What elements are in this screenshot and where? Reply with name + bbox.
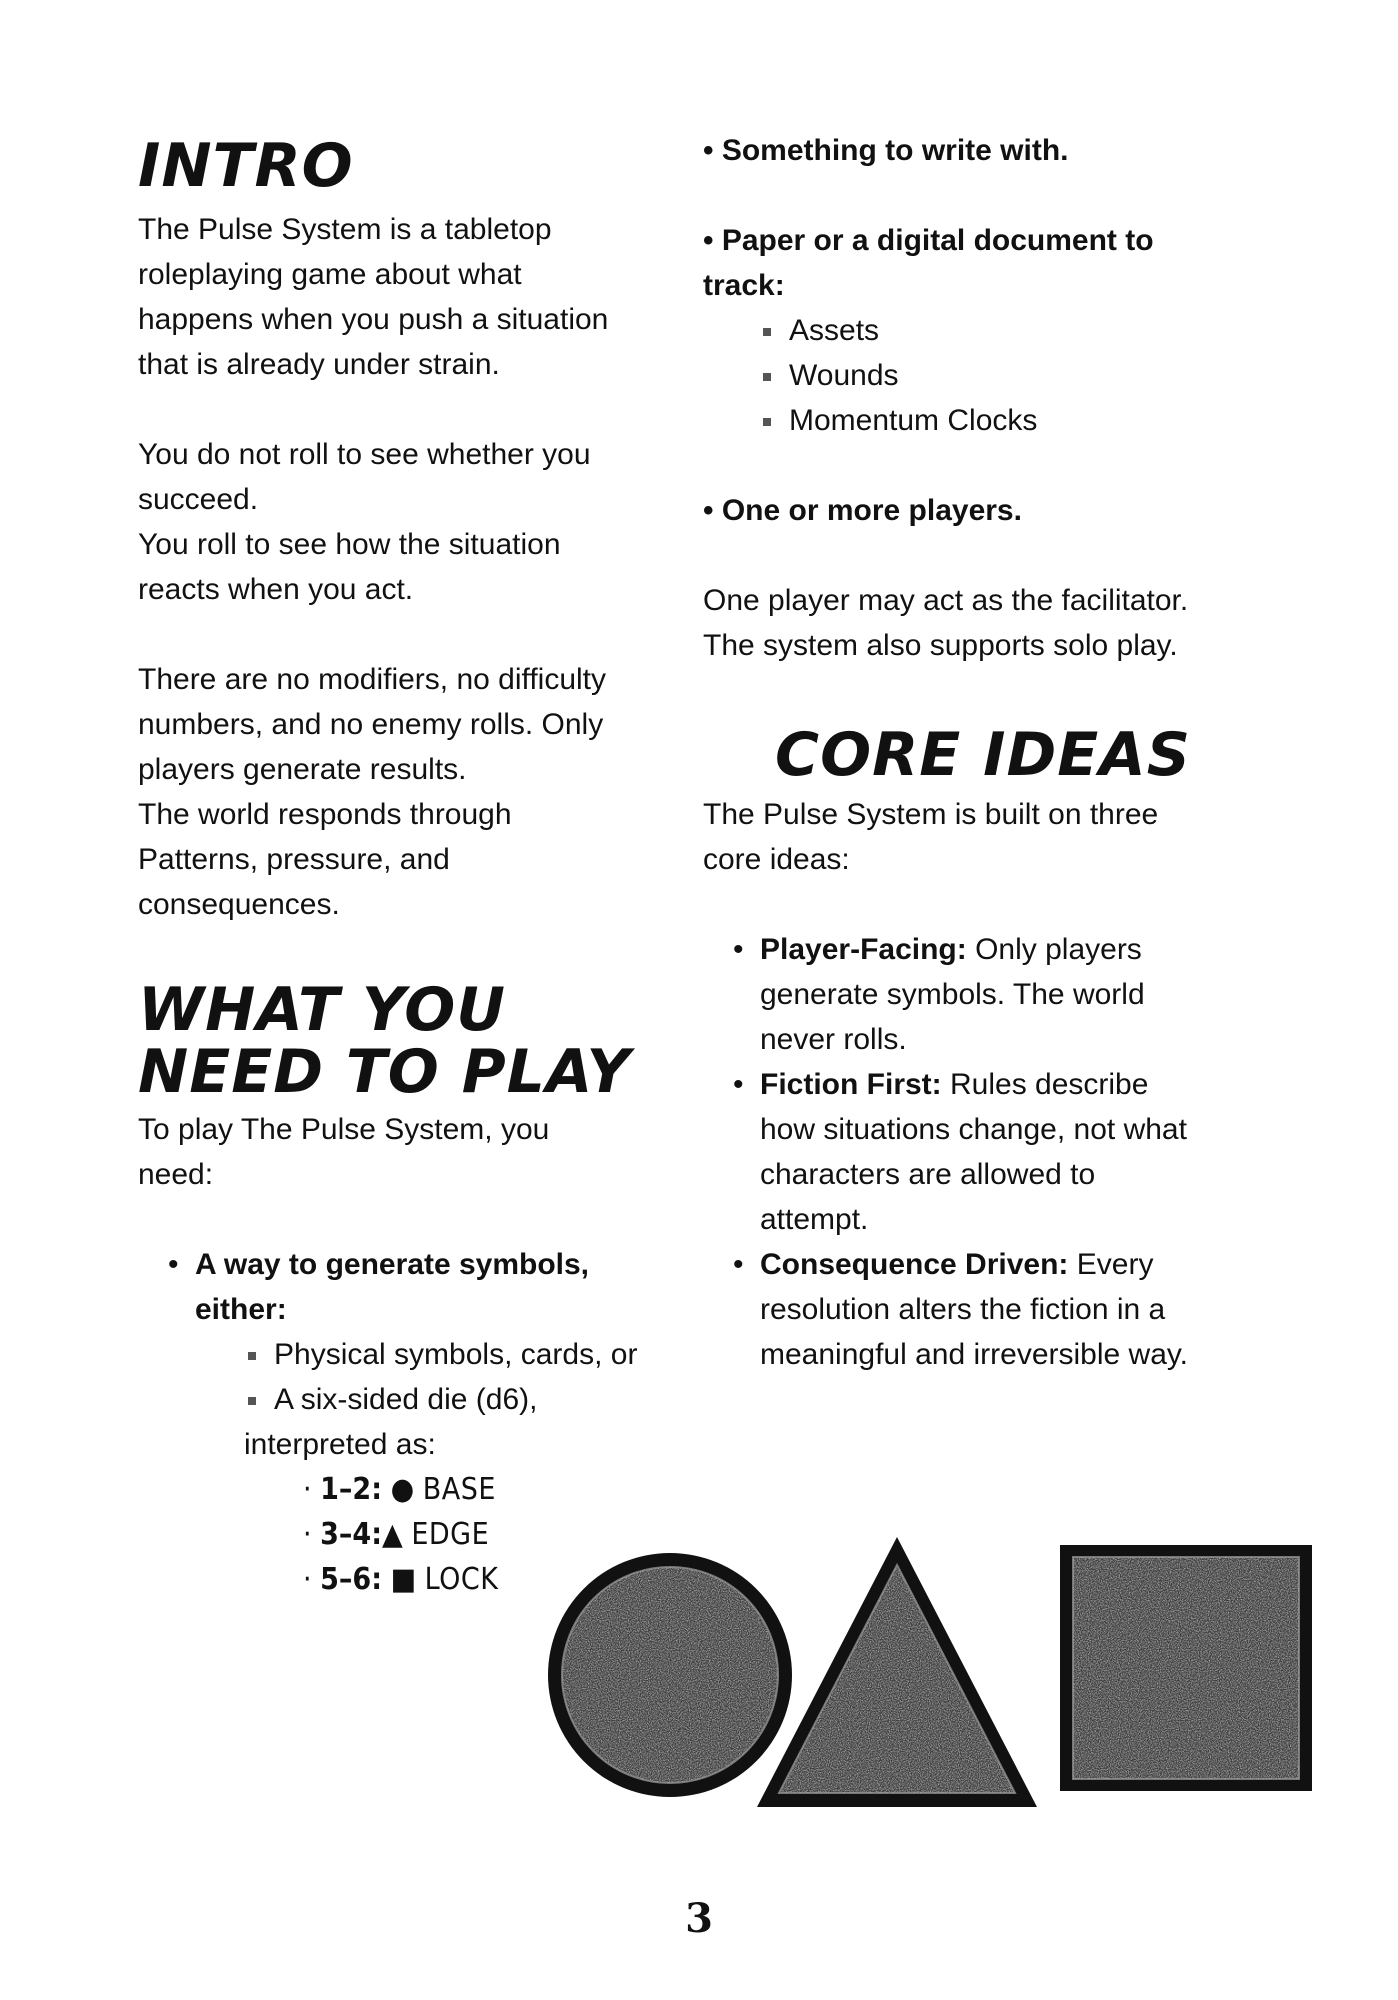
square-shape-icon — [1060, 1545, 1312, 1791]
item-paper: • Paper or a digital document to track: — [703, 224, 1154, 302]
square-bullet-icon — [248, 1352, 256, 1360]
core-idea-fiction-first: • Fiction First: Rules describe how situations change, not what characters are allowed to attempt. — [703, 1062, 1263, 1242]
item-players: • One or more players. — [703, 494, 1022, 527]
item-write: • Something to write with. — [703, 134, 1069, 167]
square-bullet-icon — [763, 373, 771, 381]
symbol-edge: · 3–4:▲ EDGE — [303, 1517, 490, 1552]
symbol-shapes-illustration — [535, 1535, 1335, 1815]
square-bullet-icon — [248, 1397, 256, 1405]
right-column — [703, 135, 1263, 1377]
page-number: 3 — [685, 1895, 713, 1942]
need-intro: To play The Pulse System, you need: — [138, 1113, 550, 1191]
circle-shape-icon — [548, 1553, 792, 1797]
square-bullet-icon — [763, 418, 771, 426]
bullet-icon: • — [733, 1068, 744, 1101]
left-column — [138, 131, 678, 1602]
triangle-shape-icon — [757, 1537, 1037, 1807]
intro-title: INTRO — [138, 131, 354, 201]
symbol-base: · 1–2: ● BASE — [303, 1472, 496, 1507]
track-item-wounds: Wounds — [703, 353, 1263, 398]
core-intro: The Pulse System is built on three core ideas: — [703, 798, 1159, 876]
symbol-lock: · 5–6: ■ LOCK — [303, 1562, 499, 1597]
intro-paragraph-2: You do not roll to see whether you succeed. You roll to see how the situation reacts when you act. — [138, 438, 591, 606]
core-idea-player-facing: • Player-Facing: Only players generate symbols. The world never rolls. — [703, 927, 1263, 1062]
bullet-icon: • — [168, 1248, 179, 1281]
intro-paragraph-1: The Pulse System is a tabletop roleplaying game about what happens when you push a situation that is already under strain. — [138, 213, 609, 381]
bullet-icon: • — [733, 933, 744, 966]
core-idea-consequence-driven: • Consequence Driven: Every resolution alters the fiction in a meaningful and irreversible way. — [703, 1242, 1263, 1377]
intro-paragraph-3: There are no modifiers, no difficulty numbers, and no enemy rolls. Only players generate results. The world responds through Patterns, pressure, and consequences. — [138, 663, 607, 921]
square-icon: ■ — [390, 1562, 417, 1597]
square-bullet-icon — [763, 328, 771, 336]
triangle-icon: ▲ — [382, 1517, 403, 1552]
need-item-symbols: • A way to generate symbols, either: — [138, 1242, 678, 1332]
circle-icon: ● — [390, 1472, 415, 1507]
bullet-icon: • — [733, 1248, 744, 1281]
track-item-assets: Assets — [703, 308, 1263, 353]
sub-item-d6: A six-sided die (d6), interpreted as: — [244, 1383, 538, 1461]
core-title: CORE IDEAS — [775, 720, 1191, 790]
facilitator-note: One player may act as the facilitator. The system also supports solo play. — [703, 584, 1189, 662]
track-item-momentum-clocks: Momentum Clocks — [703, 398, 1263, 443]
sub-item-physical: Physical symbols, cards, or — [138, 1332, 678, 1377]
need-title: WHAT YOU NEED TO PLAY — [138, 975, 631, 1107]
